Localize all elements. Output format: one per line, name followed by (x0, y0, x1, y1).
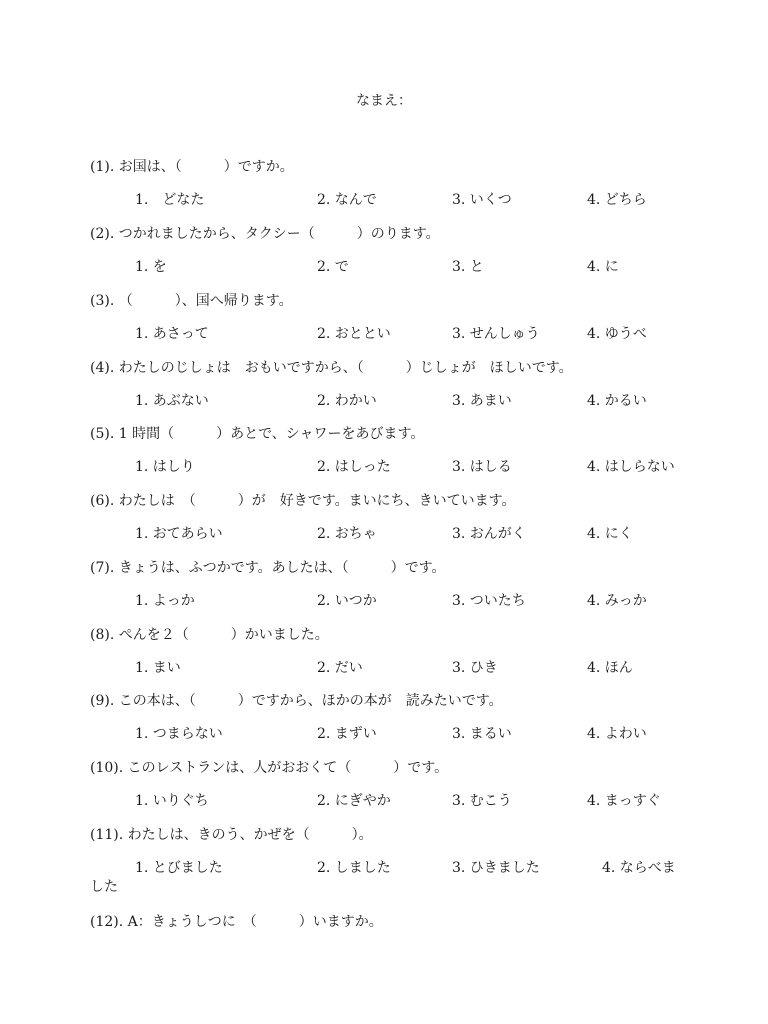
answer-option: 1. はしり (135, 459, 195, 475)
answer-option: 4. ゆうべ (587, 326, 647, 342)
answer-option: 3. おんがく (452, 526, 526, 542)
answer-option: 2. で (317, 259, 349, 275)
question-prompt: (11). わたしは、きのう、かぜを（ ）。 (90, 827, 373, 843)
answer-option: 2. わかい (317, 393, 377, 409)
answer-option: 4. ほん (587, 660, 633, 676)
answer-option: 4. にく (587, 526, 633, 542)
answer-option: 4. みっか (587, 593, 647, 609)
answer-option: 3. むこう (452, 793, 512, 809)
question-prompt: (3). （ ）、国へ帰ります。 (90, 293, 293, 309)
answer-option: 4. どちら (587, 192, 647, 208)
answer-option: 4. ならべま (602, 860, 676, 876)
answer-option: 3. せんしゅう (452, 326, 540, 342)
answer-option-wrap: した (90, 879, 118, 895)
name-label: なまえ： (356, 93, 412, 109)
answer-option: 3. ひき (452, 660, 498, 676)
answer-option: 1. まい (135, 660, 181, 676)
question-prompt: (9). この本は、（ ）ですから、ほかの本が 読みたいです。 (90, 693, 503, 709)
answer-option: 3. ひきました (452, 860, 540, 876)
answer-option: 4. に (587, 259, 619, 275)
question-prompt: (10). このレストランは、人がおおくて（ ）です。 (90, 760, 449, 776)
answer-option: 1. おてあらい (135, 526, 223, 542)
answer-option: 3. と (452, 259, 484, 275)
answer-option: 3. ついたち (452, 593, 526, 609)
answer-option: 3. いくつ (452, 192, 512, 208)
answer-option: 1. あさって (135, 326, 209, 342)
question-prompt: (7). きょうは、ふつかです。あしたは、（ ）です。 (90, 560, 446, 576)
answer-option: 3. まるい (452, 726, 512, 742)
answer-option: 1. を (135, 259, 167, 275)
question-prompt: (5). 1 時間（ ）あとで、シャワーをあびます。 (90, 426, 425, 442)
question-prompt: (1). お国は、（ ）ですか。 (90, 159, 294, 175)
answer-option: 4. はしらない (587, 459, 675, 475)
answer-option: 1. よっか (135, 593, 195, 609)
answer-option: 4. かるい (587, 393, 647, 409)
answer-option: 1. どなた (135, 192, 205, 208)
answer-option: 4. よわい (587, 726, 647, 742)
answer-option: 2. だい (317, 660, 363, 676)
question-prompt: (8). ぺんを２（ ）かいました。 (90, 627, 329, 643)
answer-option: 2. まずい (317, 726, 377, 742)
answer-option: 2. はしった (317, 459, 391, 475)
question-prompt: (6). わたしは （ ）が 好きです。まいにち、きいています。 (90, 493, 516, 509)
answer-option: 2. なんで (317, 192, 377, 208)
answer-option: 1. つまらない (135, 726, 223, 742)
answer-option: 1. いりぐち (135, 793, 209, 809)
answer-option: 2. にぎやか (317, 793, 391, 809)
answer-option: 3. あまい (452, 393, 512, 409)
answer-option: 1. あぶない (135, 393, 209, 409)
answer-option: 2. いつか (317, 593, 377, 609)
answer-option: 1. とびました (135, 860, 223, 876)
question-prompt: (2). つかれましたから、タクシー（ ）のります。 (90, 226, 440, 242)
answer-option: 2. しました (317, 860, 391, 876)
answer-option: 3. はしる (452, 459, 512, 475)
answer-option: 2. おちゃ (317, 526, 377, 542)
answer-option: 4. まっすぐ (587, 793, 661, 809)
answer-option: 2. おととい (317, 326, 391, 342)
question-prompt: (12). A：きょうしつに （ ）いますか。 (90, 914, 383, 930)
question-prompt: (4). わたしのじしょは おもいですから、（ ）じしょが ほしいです。 (90, 360, 573, 376)
